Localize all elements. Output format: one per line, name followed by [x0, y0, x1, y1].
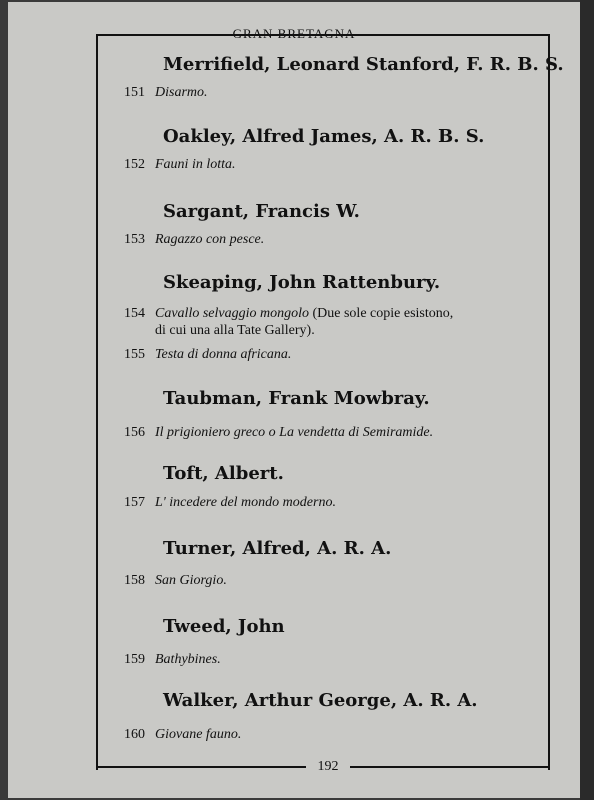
work-title: Disarmo. — [155, 85, 208, 100]
work-item — [124, 346, 291, 363]
frame-rule-left — [96, 766, 306, 768]
catalogue-number: 153 — [124, 232, 145, 247]
work-title: San Giorgio. — [155, 573, 227, 588]
catalogue-number: 156 — [124, 425, 145, 440]
catalogue-number: 158 — [124, 573, 145, 588]
work-title: L' incedere del mondo moderno. — [155, 495, 336, 510]
catalogue-number: 152 — [124, 157, 145, 172]
artist-name: Taubman, Frank Mowbray. — [163, 388, 430, 409]
work-note: (Due sole copie esistono, — [309, 306, 454, 321]
work-title: Giovane fauno. — [155, 727, 242, 742]
artist-name: Oakley, Alfred James, A. R. B. S. — [163, 126, 485, 147]
work-item — [124, 156, 236, 173]
work-title: Ragazzo con pesce. — [155, 232, 265, 247]
adjacent-page-edge — [580, 0, 594, 800]
artist-name: Toft, Albert. — [163, 463, 284, 484]
work-item — [124, 305, 453, 339]
artist-name: Skeaping, John Rattenbury. — [163, 272, 441, 293]
work-title: Fauni in lotta. — [155, 157, 236, 172]
work-note-continued: di cui una alla Tate Gallery). — [155, 323, 315, 338]
book-page — [8, 2, 580, 798]
work-item — [124, 231, 264, 248]
catalogue-number: 157 — [124, 495, 145, 510]
frame-rule-right — [350, 766, 548, 768]
work-title: Bathybines. — [155, 652, 221, 667]
page-number: 192 — [317, 759, 339, 774]
catalogue-number: 159 — [124, 652, 145, 667]
artist-name: Sargant, Francis W. — [163, 201, 360, 222]
artist-name: Walker, Arthur George, A. R. A. — [163, 690, 478, 711]
artist-name: Merrifield, Leonard Stanford, F. R. B. S. — [163, 54, 564, 75]
work-item — [124, 572, 227, 589]
work-item — [124, 494, 336, 511]
running-head: GRAN BRETAGNA — [232, 26, 356, 41]
work-item — [124, 84, 208, 101]
work-item — [124, 424, 433, 441]
catalogue-number: 154 — [124, 306, 145, 321]
work-title: Testa di donna africana. — [155, 347, 292, 362]
artist-name: Tweed, John — [163, 616, 285, 637]
catalogue-number: 155 — [124, 347, 145, 362]
artist-name: Turner, Alfred, A. R. A. — [163, 538, 392, 559]
catalogue-number: 160 — [124, 727, 145, 742]
work-item — [124, 726, 241, 743]
work-item — [124, 651, 221, 668]
work-title: Il prigioniero greco o La vendetta di Semiramide. — [155, 425, 434, 440]
work-title: Cavallo selvaggio mongolo — [155, 306, 309, 321]
catalogue-number: 151 — [124, 85, 145, 100]
